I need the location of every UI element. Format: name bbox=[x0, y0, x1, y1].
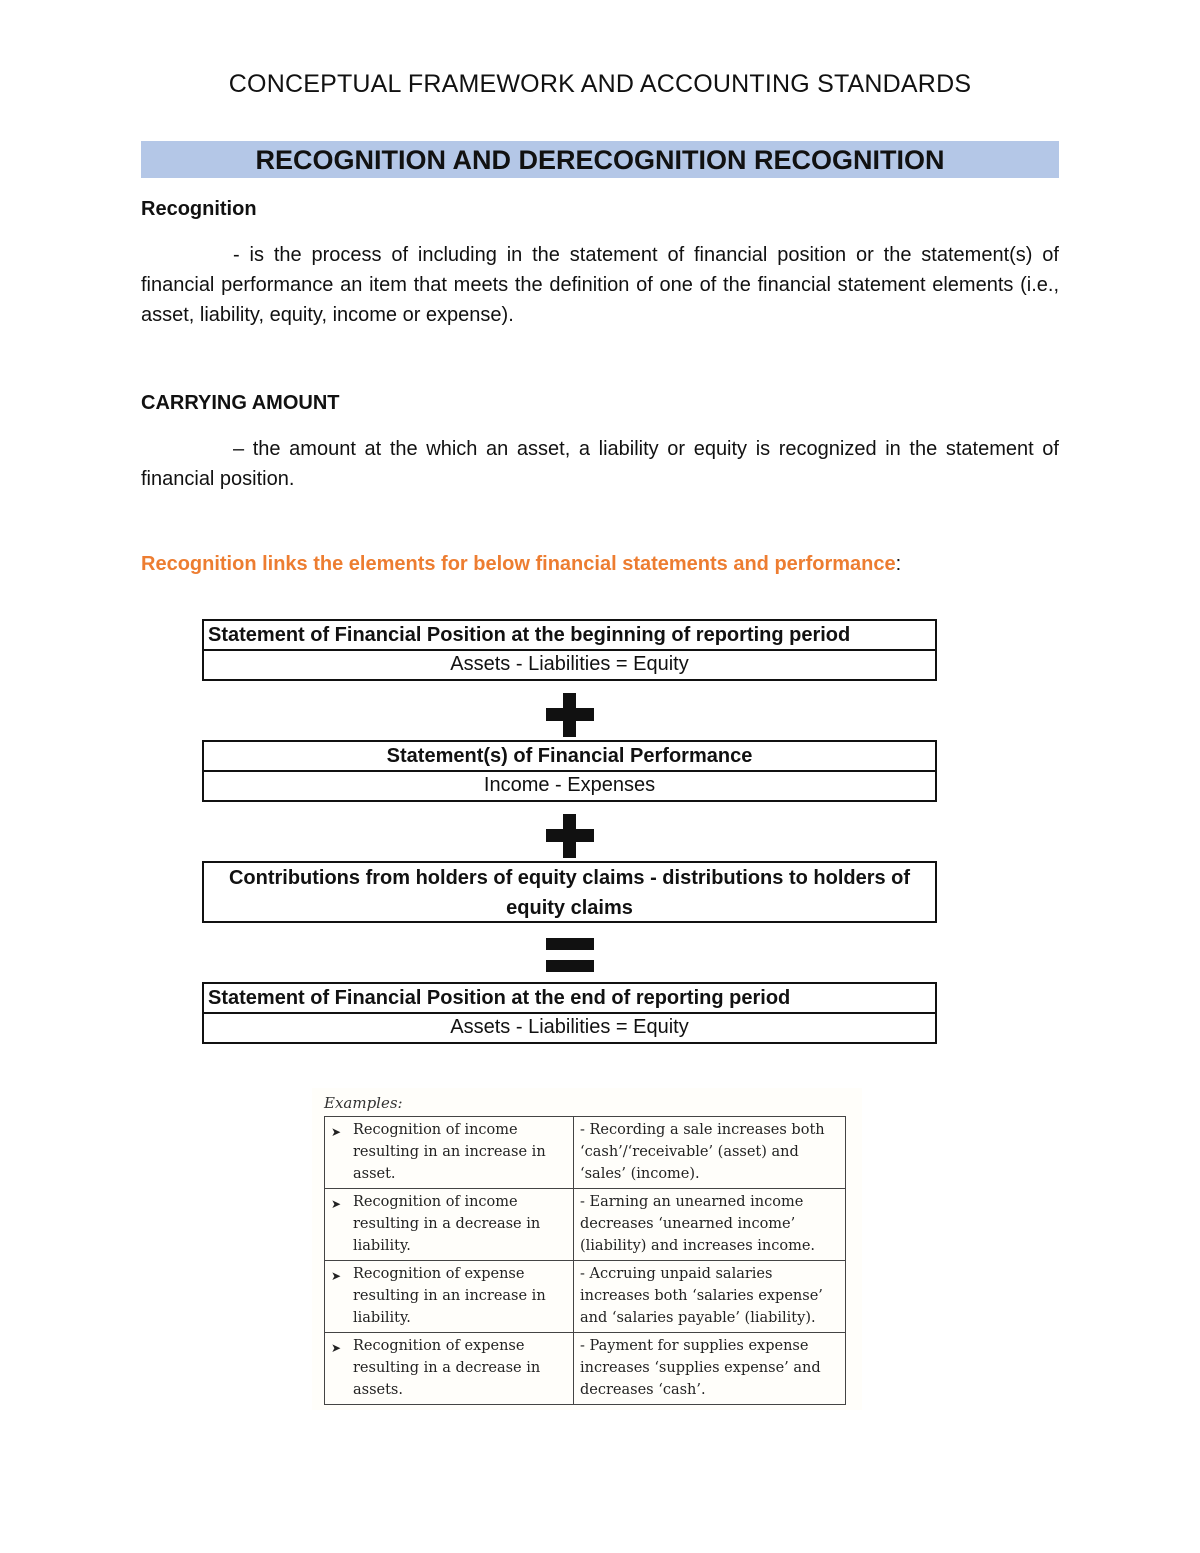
sofp-beginning-equation: Assets - Liabilities = Equity bbox=[450, 653, 689, 675]
equals-icon bbox=[546, 938, 594, 974]
table-row bbox=[325, 1333, 846, 1405]
sofp-end-box bbox=[202, 982, 937, 1044]
recognition-definition: - is the process of including in the statement of financial position or the statement(s) of financial performance an item that meets the definition of one of the financial statement elements (i.e., asset, liability, equity, income or expense). bbox=[141, 244, 1059, 326]
examples-figure bbox=[312, 1088, 862, 1410]
sofp-beginning-box bbox=[202, 619, 937, 681]
carrying-amount-heading: CARRYING AMOUNT bbox=[141, 392, 340, 414]
example-right: - Earning an unearned income decreases ‘unearned income’ (liability) and increases income. bbox=[580, 1194, 816, 1254]
financial-performance-equation: Income - Expenses bbox=[483, 774, 656, 796]
page-header: CONCEPTUAL FRAMEWORK AND ACCOUNTING STANDARDS bbox=[228, 70, 972, 98]
examples-label: Examples: bbox=[324, 1094, 403, 1112]
example-left: Recognition of income resulting in a decrease in liability. bbox=[353, 1194, 541, 1254]
arrowhead-bullet-icon: ➤ bbox=[331, 1197, 342, 1211]
recognition-heading: Recognition bbox=[141, 198, 257, 220]
financial-performance-box bbox=[202, 740, 937, 802]
example-right: - Payment for supplies expense increases ‘supplies expense’ and decreases ‘cash’. bbox=[580, 1338, 821, 1398]
recognition-links-text: Recognition links the elements for below financial statements and performance bbox=[141, 553, 896, 575]
example-left: Recognition of expense resulting in an increase in liability. bbox=[353, 1266, 546, 1326]
examples-table bbox=[324, 1116, 846, 1405]
arrowhead-bullet-icon: ➤ bbox=[331, 1341, 342, 1355]
sofp-beginning-title: Statement of Financial Position at the beginning of reporting period bbox=[204, 621, 935, 651]
arrowhead-bullet-icon: ➤ bbox=[331, 1269, 342, 1283]
example-right: - Accruing unpaid salaries increases both ‘salaries expense’ and ‘salaries payable’ (liability). bbox=[580, 1266, 823, 1326]
plus-icon-1 bbox=[546, 693, 594, 737]
arrowhead-bullet-icon: ➤ bbox=[331, 1125, 342, 1139]
table-row bbox=[325, 1261, 846, 1333]
sofp-end-title: Statement of Financial Position at the end of reporting period bbox=[204, 984, 935, 1014]
plus-icon-2 bbox=[546, 814, 594, 858]
example-left: Recognition of expense resulting in a decrease in assets. bbox=[353, 1338, 541, 1398]
example-right: - Recording a sale increases both ‘cash’/‘receivable’ (asset) and ‘sales’ (income). bbox=[580, 1122, 825, 1182]
sofp-end-equation: Assets - Liabilities = Equity bbox=[450, 1016, 689, 1038]
equity-claims-title: Contributions from holders of equity claims - distributions to holders of equity claims bbox=[228, 867, 911, 919]
table-row bbox=[325, 1117, 846, 1189]
page-title: RECOGNITION AND DERECOGNITION RECOGNITION bbox=[141, 141, 1059, 178]
recognition-links-line bbox=[141, 553, 901, 576]
financial-performance-title: Statement(s) of Financial Performance bbox=[204, 742, 935, 772]
carrying-amount-definition: – the amount at the which an asset, a liability or equity is recognized in the statement of financial position. bbox=[141, 438, 1059, 490]
recognition-links-colon: : bbox=[895, 553, 902, 575]
example-left: Recognition of income resulting in an increase in asset. bbox=[353, 1122, 546, 1182]
table-row bbox=[325, 1189, 846, 1261]
equity-claims-box bbox=[202, 861, 937, 923]
